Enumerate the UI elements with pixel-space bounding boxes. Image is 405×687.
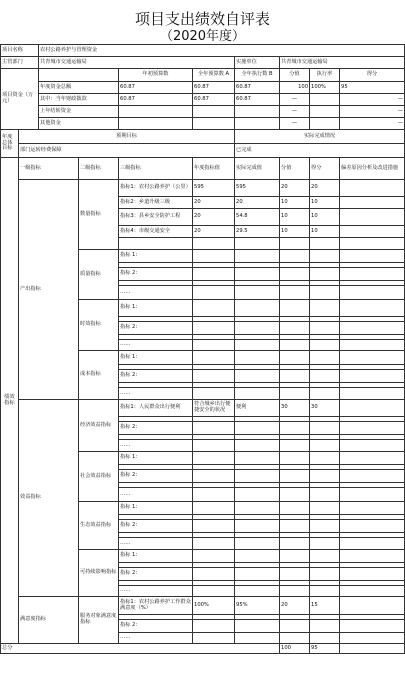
indicator-dots: …… xyxy=(119,586,193,597)
indicator-got: 10 xyxy=(310,226,340,238)
funds-header-got: 得分 xyxy=(340,69,405,82)
funds-cell xyxy=(235,118,280,130)
funds-row-label: 年度资金总额 xyxy=(39,82,119,94)
indicator-name: 指标 1： xyxy=(119,300,193,317)
unit-value: 共青城市交通运输局 xyxy=(280,57,405,69)
perf-header-1: 一级指标 xyxy=(19,158,79,180)
eco-label: 生态效益指标 xyxy=(79,502,119,550)
funds-header-initial: 年初预算数 xyxy=(119,69,193,82)
social-label: 社会效益指标 xyxy=(79,452,119,502)
satisfaction-sub-label: 服务对象满意度指标 xyxy=(79,597,119,644)
funds-cell xyxy=(119,118,193,130)
funds-cell: — xyxy=(280,118,310,130)
page-title: 项目支出绩效自评表 xyxy=(134,10,270,28)
dept-value: 共青城市交通运输局 xyxy=(39,57,235,69)
perf-header-5: 实际完成值 xyxy=(235,158,280,180)
funds-cell: 60.87 xyxy=(119,82,193,94)
project-name-label: 项目名称 xyxy=(1,45,39,57)
indicator-name: 指标 2： xyxy=(119,268,193,281)
funds-header-annual: 全年预算数 A xyxy=(193,69,235,82)
qty-label: 数量指标 xyxy=(79,180,119,250)
indicator-name: 指标 2： xyxy=(119,470,193,483)
dept-label: 主管部门 xyxy=(1,57,39,69)
perf-header-8: 偏差原因分析及改进措施 xyxy=(340,158,405,180)
indicator-got: 10 xyxy=(310,209,340,226)
indicator-target: 100% xyxy=(193,597,235,615)
indicator-score: 10 xyxy=(280,197,310,209)
indicator-dots: …… xyxy=(119,538,193,550)
indicator-name: 指标1：农村公路养护工作群众满意度（%） xyxy=(119,597,193,615)
indicator-target: 595 xyxy=(193,180,235,197)
funds-cell: 60.87 xyxy=(193,94,235,106)
indicator-got: 30 xyxy=(310,400,340,417)
indicator-name: 指标 2： xyxy=(119,370,193,383)
funds-cell: — xyxy=(340,118,405,130)
indicator-target: 20 xyxy=(193,226,235,238)
indicator-name: 指标 1： xyxy=(119,452,193,465)
effect-label: 效益指标 xyxy=(19,400,79,597)
funds-cell: 60.87 xyxy=(235,82,280,94)
funds-header-rate: 执行率 xyxy=(310,69,340,82)
indicator-actual: 95% xyxy=(235,597,280,615)
funds-cell: 95 xyxy=(340,82,405,94)
indicator-actual: 便利 xyxy=(235,400,280,417)
funds-header-exec: 全年执行数 B xyxy=(235,69,280,82)
indicator-name: 指标 1： xyxy=(119,250,193,263)
funds-row-label: 其中：当年财政拨款 xyxy=(39,94,119,106)
funds-cell: — xyxy=(280,94,310,106)
indicator-got: 20 xyxy=(310,180,340,197)
funds-cell xyxy=(310,106,340,118)
goals-actual-header: 实际完成情况 xyxy=(235,130,405,144)
funds-cell: 60.87 xyxy=(235,94,280,106)
perf-header-2: 二级指标 xyxy=(79,158,119,180)
indicator-actual: 595 xyxy=(235,180,280,197)
indicator-name: 指标 2： xyxy=(119,520,193,533)
econ-label: 经济效益指标 xyxy=(79,400,119,452)
indicator-target: 20 xyxy=(193,209,235,226)
funds-cell xyxy=(193,106,235,118)
funds-cell xyxy=(119,106,193,118)
indicator-actual: 29.5 xyxy=(235,226,280,238)
perf-header-4: 年度指标值 xyxy=(193,158,235,180)
indicator-got: 10 xyxy=(310,197,340,209)
goals-planned: 部门运转经费保障 xyxy=(19,144,235,158)
funds-cell: 100 xyxy=(280,82,310,94)
total-got: 95 xyxy=(310,644,340,654)
funds-cell: — xyxy=(280,106,310,118)
funds-row-label: 上年结转资金 xyxy=(39,106,119,118)
indicator-score: 20 xyxy=(280,597,310,615)
perf-header-3: 三级指标 xyxy=(119,158,193,180)
indicator-name: 指标4：市级交通安全 xyxy=(119,226,193,238)
funds-cell xyxy=(235,106,280,118)
indicator-name: 指标 2： xyxy=(119,620,193,633)
unit-label: 实施单位 xyxy=(235,57,280,69)
indicator-name: 指标2：乡道升级三级 xyxy=(119,197,193,209)
indicator-target: 20 xyxy=(193,197,235,209)
funds-row-label: 其他资金 xyxy=(39,118,119,130)
funds-cell: 60.87 xyxy=(193,82,235,94)
funds-label: 项目资金（万元） xyxy=(1,69,39,130)
cost-label: 成本指标 xyxy=(79,351,119,400)
sustain-label: 可持续影响指标 xyxy=(79,550,119,597)
indicator-dots: …… xyxy=(119,286,193,300)
indicator-dots: …… xyxy=(119,488,193,502)
indicator-dots: …… xyxy=(119,633,193,644)
funds-cell: 60.87 xyxy=(119,94,193,106)
indicator-name: 指标 1： xyxy=(119,351,193,365)
time-label: 时效指标 xyxy=(79,300,119,351)
indicator-score: 10 xyxy=(280,226,310,238)
goals-actual: 已完成 xyxy=(235,144,405,158)
page-year: （2020年度） xyxy=(159,29,246,44)
goals-label: 年度总体目标 xyxy=(1,130,19,158)
indicator-name: 指标1：农村公路养护（公里） xyxy=(119,180,193,197)
indicator-name: 指标3：县乡安全防护工程 xyxy=(119,209,193,226)
indicator-name: 指标 1： xyxy=(119,502,193,515)
total-score: 100 xyxy=(280,644,310,654)
perf-header-6: 分值 xyxy=(280,158,310,180)
funds-cell: 100% xyxy=(310,82,340,94)
evaluation-table xyxy=(0,44,405,654)
indicator-dots: …… xyxy=(119,340,193,351)
perf-header-7: 得分 xyxy=(310,158,340,180)
indicator-score: 30 xyxy=(280,400,310,417)
indicator-name: 指标 2： xyxy=(119,422,193,435)
output-label: 产出指标 xyxy=(19,180,79,400)
indicator-name: 指标 2： xyxy=(119,322,193,335)
indicator-score: 20 xyxy=(280,180,310,197)
goals-planned-header: 预期目标 xyxy=(19,130,235,144)
quality-label: 质量指标 xyxy=(79,250,119,300)
total-label: 总分 xyxy=(1,644,280,654)
funds-cell xyxy=(310,118,340,130)
funds-cell xyxy=(193,118,235,130)
satisfaction-label: 满意度指标 xyxy=(19,597,79,644)
indicator-actual: 20 xyxy=(235,197,280,209)
indicator-name: 指标 1： xyxy=(119,550,193,563)
indicator-target: 符合城乡出行便捷安全的状况 xyxy=(193,400,235,417)
indicator-actual: 54.8 xyxy=(235,209,280,226)
indicator-name: 指标 2： xyxy=(119,568,193,581)
funds-cell xyxy=(310,94,340,106)
funds-header-score: 分值 xyxy=(280,69,310,82)
funds-cell: — xyxy=(340,94,405,106)
indicator-score: 10 xyxy=(280,209,310,226)
indicator-got: 15 xyxy=(310,597,340,615)
indicator-dots: …… xyxy=(119,388,193,400)
perf-label: 绩效指标 xyxy=(1,158,19,644)
project-name: 农村公路养护与管理资金 xyxy=(39,45,405,57)
indicator-dots: …… xyxy=(119,440,193,452)
indicator-name: 指标1：人民群众出行便利 xyxy=(119,400,193,417)
funds-cell: — xyxy=(340,106,405,118)
